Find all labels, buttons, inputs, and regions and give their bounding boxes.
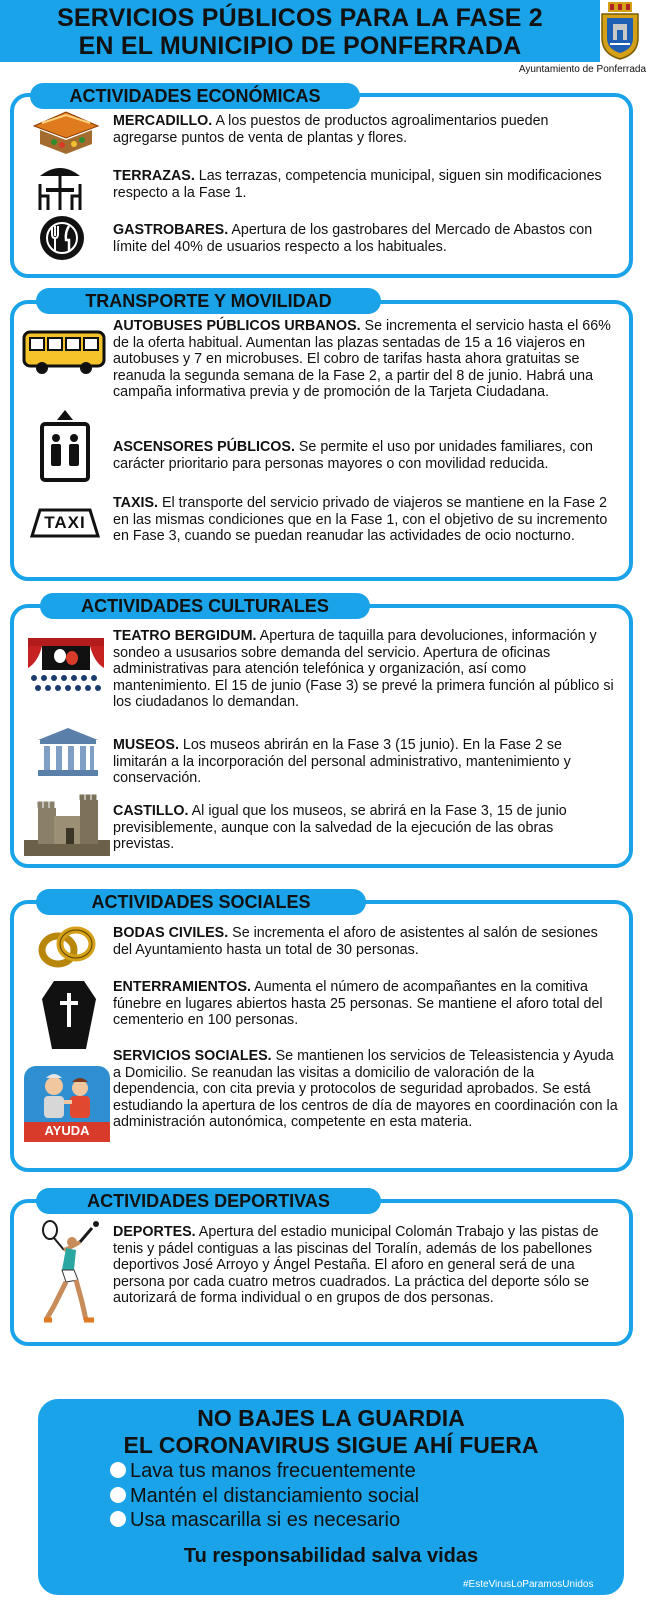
elevator-icon: [40, 408, 90, 487]
section-title-economicas: ACTIVIDADES ECONÓMICAS: [30, 83, 360, 109]
page-title-line-1: SERVICIOS PÚBLICOS PARA LA FASE 2: [57, 4, 543, 32]
tennis-player-icon: [36, 1220, 106, 1333]
tip-wash-hands: Lava tus manos frecuentemente: [110, 1460, 416, 1483]
item-servicios-sociales: SERVICIOS SOCIALES. Se mantienen los servicios de Teleasistencia y Ayuda a Domicilio. Se reanudan las visitas a domicilio de valoración de la dependencia, con cita previa y protocolos de seguridad aprobados. Se está estudiando la apertura de los centros de día de mayores en coordinación con la administración autonómica, competente en esta materia.: [113, 1048, 618, 1131]
tip-distance: Mantén el distanciamiento social: [110, 1485, 419, 1508]
help-badge-label: AYUDA: [44, 1123, 90, 1138]
taxi-sign-label: TAXI: [44, 513, 86, 532]
coffin-icon: [40, 979, 98, 1056]
wedding-rings-icon: [36, 924, 100, 975]
campaign-hashtag: #EsteVirusLoParamosUnidos: [463, 1579, 594, 1590]
footer-campaign-box: [38, 1399, 624, 1595]
item-gastrobares: GASTROBARES. Apertura de los gastrobares del Mercado de Abastos con límite del 40% de usuarios respecto a los habituales.: [113, 222, 593, 255]
theater-icon: [28, 638, 104, 701]
item-taxis: TAXIS. El transporte del servicio privado de viajeros se mantiene en la Fase 2 en las mismas condiciones que en la Fase 1, con el objetivo de su incremento en Fase 3, cuando se puedan reanudar las actividades de ocio nocturno.: [113, 495, 608, 545]
tip-mask: Usa mascarilla si es necesario: [110, 1509, 400, 1532]
header-banner: [0, 0, 600, 62]
item-bodas: BODAS CIVILES. Se incrementa el aforo de asistentes al salón de sesiones del Ayuntamiento hasta un total de 30 personas.: [113, 925, 598, 958]
bullet-dot-icon: [110, 1511, 126, 1527]
item-mercadillo: MERCADILLO. A los puestos de productos agroalimentarios pueden agregarse puntos de venta de plantas y flores.: [113, 113, 549, 146]
museum-icon: [36, 726, 100, 783]
bus-icon: [22, 330, 106, 381]
taxi-sign-icon: [30, 508, 100, 543]
castle-icon: [24, 792, 110, 861]
item-terrazas: TERRAZAS. Las terrazas, competencia municipal, siguen sin modificaciones respecto a la Fase 1.: [113, 168, 602, 201]
item-autobuses: AUTOBUSES PÚBLICOS URBANOS. Se incrementa el servicio hasta el 66% de la oferta habitual. Aumentan las plazas sentadas de 15 a 16 viajeros en autobuses y 7 en microbuses. El cobro de tarifas hasta ahora gratuitas se reanuda la segunda semana de la Fase 2, a partir del 8 de junio. Habrá una campaña informativa previa y de promoción de la Tarjeta Ciudadana.: [113, 318, 611, 401]
bullet-dot-icon: [110, 1462, 126, 1478]
footer-title-2: EL CORONAVIRUS SIGUE AHÍ FUERA: [123, 1432, 539, 1458]
market-stall-icon: [26, 108, 104, 163]
item-teatro: TEATRO BERGIDUM. Apertura de taquilla para devoluciones, información y sondeo a ususarios sobre demanda del servicio. Apertura de oficinas administrativas para atención telefónica y organización, así como mantenimiento. El 15 de junio (Fase 3) se prevé la primera función al público si los ciudadanos lo demandan.: [113, 628, 614, 711]
item-castillo: CASTILLO. Al igual que los museos, se abrirá en la Fase 3, 15 de junio previsiblemente, aunque con la salvedad de la ejecución de las obras previstas.: [113, 803, 567, 853]
item-museos: MUSEOS. Los museos abrirán en la Fase 3 (15 junio). En la Fase 2 se limitarán a la incorporación del personal administrativo, mantenimiento y conservación.: [113, 737, 571, 787]
help-elderly-icon: [24, 1066, 110, 1147]
item-ascensores: ASCENSORES PÚBLICOS. Se permite el uso por unidades familiares, con carácter prioritario para personas mayores o con movilidad reducida.: [113, 439, 593, 472]
council-label: Ayuntamiento de Ponferrada: [518, 64, 646, 75]
section-title-transporte: TRANSPORTE Y MOVILIDAD: [36, 288, 381, 314]
terrace-table-icon: [36, 162, 84, 217]
footer-title-1: NO BAJES LA GUARDIA: [197, 1405, 465, 1431]
page-title-line-2: EN EL MUNICIPIO DE PONFERRADA: [78, 32, 522, 60]
fork-knife-icon: [38, 214, 86, 267]
item-enterramientos: ENTERRAMIENTOS. Aumenta el número de acompañantes en la comitiva fúnebre en lugares abiertos hasta 25 personas. Se mantiene el aforo total del cementerio en 100 personas.: [113, 979, 603, 1029]
footer-slogan: Tu responsabilidad salva vidas: [183, 1545, 479, 1567]
section-title-deportivas: ACTIVIDADES DEPORTIVAS: [36, 1188, 381, 1214]
section-title-culturales: ACTIVIDADES CULTURALES: [40, 593, 370, 619]
section-title-sociales: ACTIVIDADES SOCIALES: [36, 889, 366, 915]
bullet-dot-icon: [110, 1487, 126, 1503]
item-deportes: DEPORTES. Apertura del estadio municipal Colomán Trabajo y las pistas de tenis y pádel contiguas a las piscinas del Toralín, además de los pabellones deportivos José Arroyo y Ángel Pestaña. El aforo en general será de una persona por cada cuatro metros cuadrados. La práctica del deporte sólo se autorizará de forma individual o en grupos de dos personas.: [113, 1224, 599, 1307]
coat-of-arms-icon: [598, 2, 642, 60]
